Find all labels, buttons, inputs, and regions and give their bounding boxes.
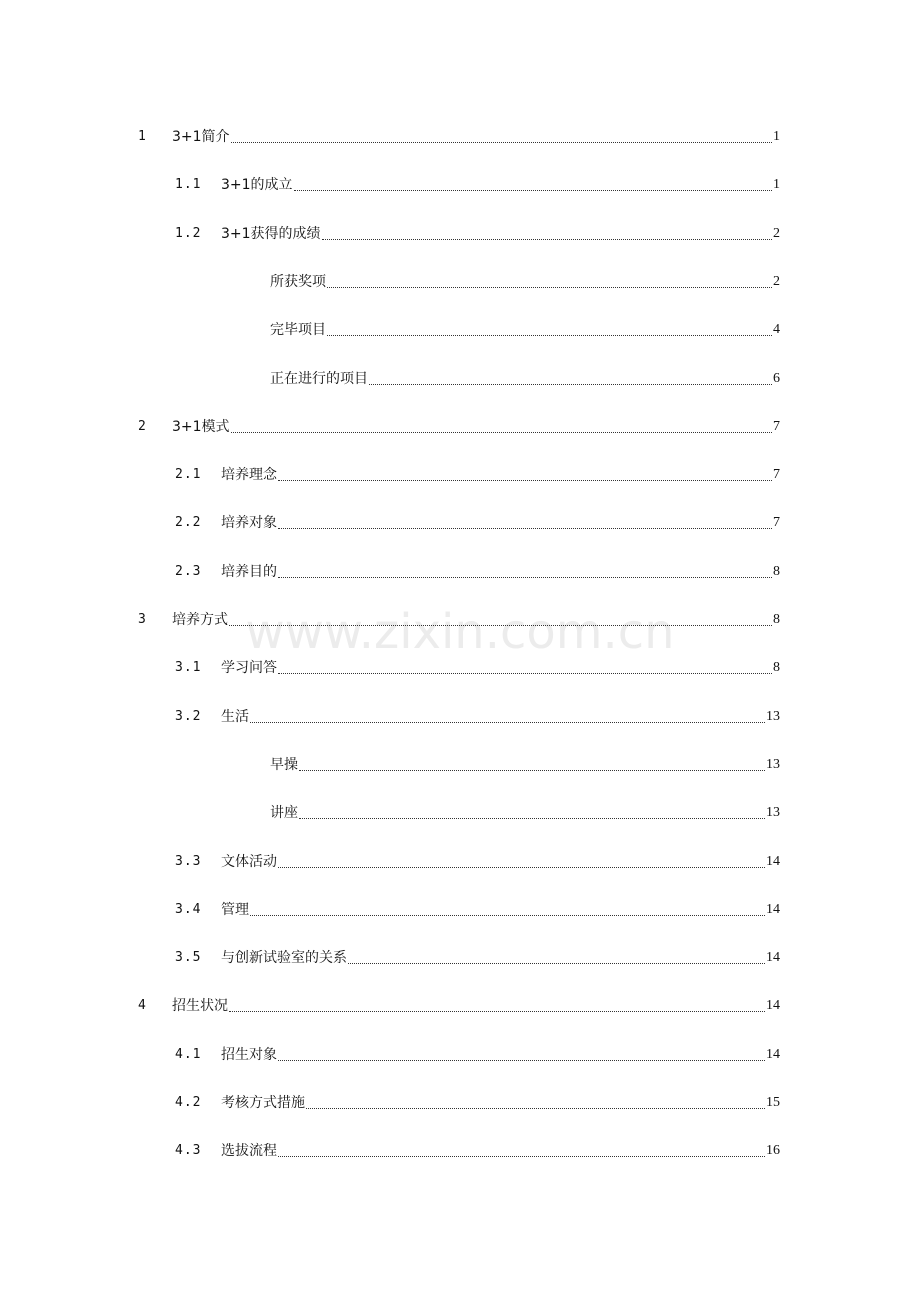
toc-entry-page-number: 15 (766, 1095, 780, 1110)
dot-leader (278, 527, 772, 529)
toc-entry-title: 招生状况 (172, 998, 228, 1015)
dot-leader (231, 141, 772, 143)
toc-entry-title: 3+1简介 (172, 129, 230, 145)
dot-leader (369, 383, 772, 385)
toc-entry-number: 3.3 (175, 853, 202, 869)
toc-entry-page-number: 13 (766, 805, 780, 821)
toc-entry[interactable] (0, 513, 920, 537)
dot-leader (278, 1059, 765, 1061)
toc-entry-title: 讲座 (270, 805, 298, 822)
dot-leader (348, 962, 765, 964)
toc-entry-title: 完毕项目 (270, 322, 326, 339)
toc-entry-page-number: 8 (773, 563, 780, 579)
toc-entry-title: 培养理念 (221, 467, 277, 484)
toc-entry[interactable] (0, 1093, 920, 1117)
dot-leader (250, 914, 765, 916)
dot-leader (229, 624, 772, 626)
toc-entry-number: 3.5 (175, 950, 202, 966)
dot-leader (299, 817, 765, 819)
toc-entry[interactable] (0, 658, 920, 682)
toc-entry-number: 2 (138, 418, 147, 434)
dot-leader (250, 721, 765, 723)
toc-entry-number: 1.2 (175, 225, 202, 241)
dot-leader (322, 238, 772, 240)
toc-entry-title: 3+1的成立 (221, 177, 293, 194)
dot-leader (278, 479, 772, 481)
toc-entry-number: 4 (138, 998, 147, 1014)
toc-entry-page-number: 14 (766, 950, 780, 966)
toc-entry-page-number: 4 (773, 322, 780, 338)
toc-entry-page-number: 14 (766, 853, 780, 869)
toc-entry-title: 正在进行的项目 (270, 370, 368, 387)
toc-entry-page-number: 14 (766, 901, 780, 917)
toc-entry-number: 3.4 (175, 901, 202, 917)
toc-entry-page-number: 2 (773, 273, 780, 289)
toc-entry-page-number: 8 (773, 660, 780, 676)
toc-entry-title: 所获奖项 (270, 273, 326, 290)
toc-entry-number: 3 (138, 612, 147, 627)
toc-entry-number: 4.1 (175, 1046, 202, 1062)
toc-entry-page-number: 6 (773, 370, 780, 386)
dot-leader (229, 1010, 765, 1012)
toc-entry-page-number: 1 (773, 129, 780, 144)
toc-entry-title: 生活 (221, 708, 249, 725)
toc-entry[interactable] (0, 272, 920, 296)
toc-entry-number: 3.1 (175, 660, 202, 676)
toc-entry[interactable] (0, 900, 920, 924)
toc-entry[interactable] (0, 1045, 920, 1069)
dot-leader (294, 189, 772, 191)
toc-entry-title: 考核方式措施 (221, 1095, 305, 1111)
dot-leader (278, 576, 772, 578)
toc-entry-number: 2.1 (175, 467, 202, 483)
toc-entry-page-number: 16 (766, 1143, 780, 1159)
dot-leader (299, 769, 765, 771)
toc-entry-number: 4.2 (175, 1095, 202, 1110)
toc-entry[interactable] (0, 417, 920, 441)
watermark: www.zixin.com.cn (245, 604, 675, 660)
toc-entry-title: 学习问答 (221, 660, 277, 677)
toc-entry-number: 1 (138, 129, 147, 144)
dot-leader (327, 334, 772, 336)
dot-leader (278, 672, 772, 674)
toc-entry[interactable] (0, 610, 920, 634)
toc-entry[interactable] (0, 562, 920, 586)
toc-entry-page-number: 1 (773, 177, 780, 193)
toc-entry-title: 早操 (270, 756, 298, 773)
toc-entry-page-number: 7 (773, 467, 780, 483)
toc-entry-page-number: 7 (773, 515, 780, 531)
toc-entry-title: 3+1模式 (172, 418, 230, 435)
toc-entry-number: 3.2 (175, 708, 202, 724)
toc-entry[interactable] (0, 175, 920, 199)
toc-entry-title: 文体活动 (221, 853, 277, 870)
toc-entry-page-number: 2 (773, 225, 780, 241)
toc-entry-page-number: 14 (766, 1046, 780, 1062)
dot-leader (327, 286, 772, 288)
toc-entry-page-number: 13 (766, 708, 780, 724)
dot-leader (278, 1155, 765, 1157)
toc-entry[interactable] (0, 369, 920, 393)
dot-leader (231, 431, 772, 433)
toc-entry-number: 2.2 (175, 515, 202, 531)
toc-entry[interactable] (0, 803, 920, 827)
toc-entry[interactable] (0, 755, 920, 779)
toc-entry[interactable] (0, 852, 920, 876)
toc-entry-page-number: 7 (773, 418, 780, 434)
toc-entry-title: 培养对象 (221, 515, 277, 532)
toc-entry[interactable] (0, 224, 920, 248)
toc-entry[interactable] (0, 127, 920, 151)
toc-entry[interactable] (0, 948, 920, 972)
toc-entry-page-number: 14 (766, 998, 780, 1014)
toc-entry-title: 选拔流程 (221, 1143, 277, 1160)
toc-entry-title: 3+1获得的成绩 (221, 225, 321, 242)
toc-entry-title: 与创新试验室的关系 (221, 950, 347, 967)
toc-entry[interactable] (0, 1141, 920, 1165)
dot-leader (278, 866, 765, 868)
toc-entry-number: 1.1 (175, 177, 202, 193)
toc-entry-number: 4.3 (175, 1143, 202, 1159)
toc-entry[interactable] (0, 465, 920, 489)
toc-entry[interactable] (0, 707, 920, 731)
toc-entry-number: 2.3 (175, 563, 202, 579)
toc-entry[interactable] (0, 320, 920, 344)
toc-entry-title: 招生对象 (221, 1046, 277, 1063)
dot-leader (306, 1107, 765, 1109)
toc-entry-title: 培养方式 (172, 612, 228, 628)
toc-entry-title: 管理 (221, 901, 249, 918)
toc-entry-page-number: 8 (773, 612, 780, 627)
toc-entry-page-number: 13 (766, 756, 780, 772)
toc-entry-title: 培养目的 (221, 563, 277, 580)
toc-entry[interactable] (0, 996, 920, 1020)
